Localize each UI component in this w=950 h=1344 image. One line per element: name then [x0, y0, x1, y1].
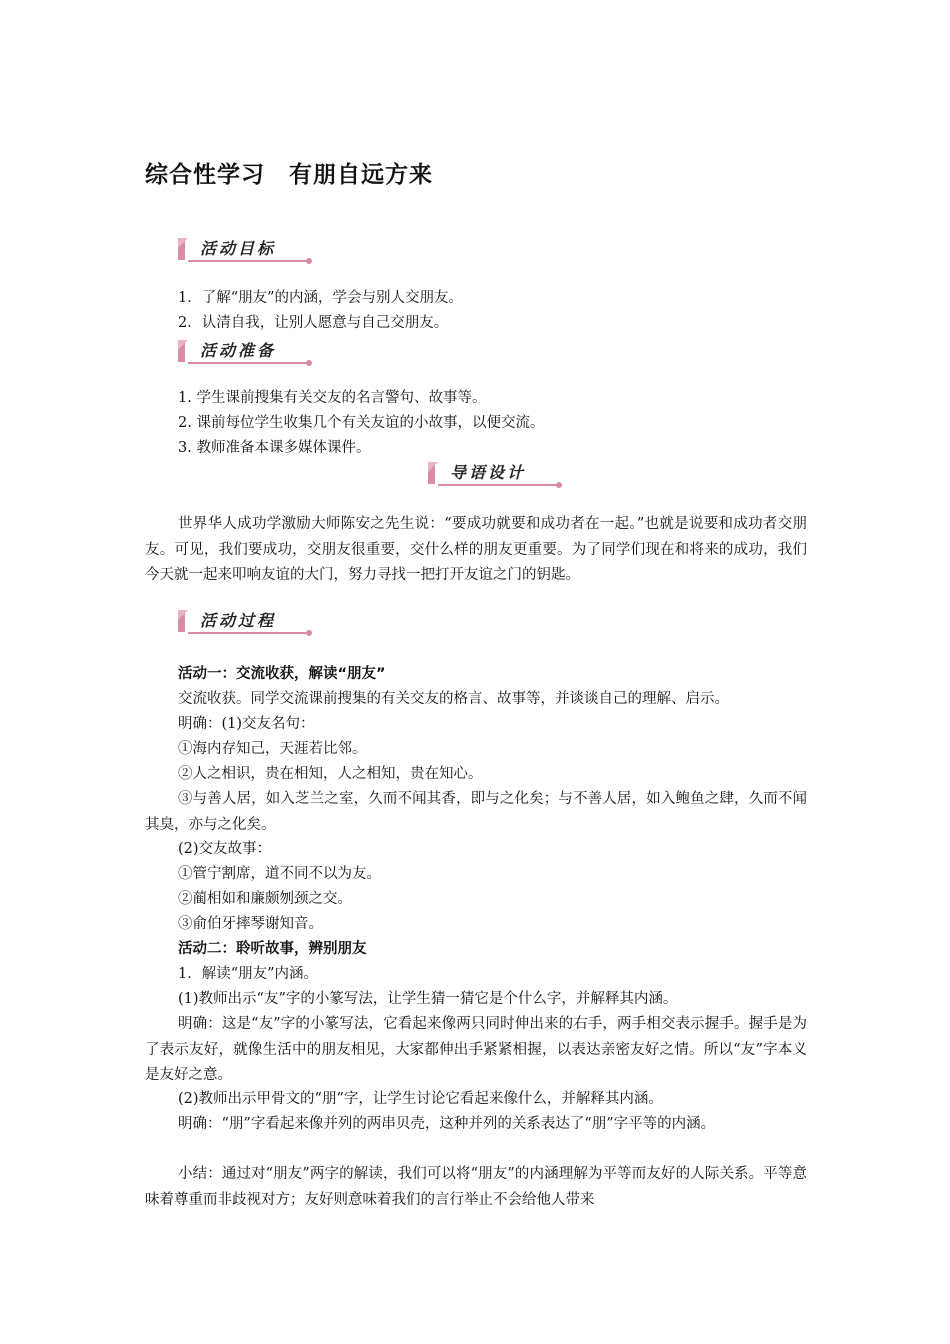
activity1-heading: 活动一：交流收获，解读“朋友” [178, 666, 386, 682]
explanation-paragraph: 明确：这是“友”字的小篆写法，它看起来像两只同时伸出来的右手，两手相交表示握手。握手是为了表示友好，就像生活中的朋友相见，大家都伸出手紧紧相握，以表达亲密友好之情。所以“友”字本义是友好之意。 [145, 1016, 807, 1083]
explanation-paragraph: 明确：“朋”字看起来像并列的两串贝壳，这种并列的关系表达了“朋”字平等的内涵。 [178, 1116, 716, 1132]
story-item: ①管宁割席，道不同不以为友。 [178, 866, 381, 882]
quote-item: ③与善人居，如入芝兰之室，久而不闻其香，即与之化矣；与不善人居，如入鲍鱼之肆，久而不闻其臭，亦与之化矣。 [145, 791, 807, 833]
quote-item: ②人之相识，贵在相知，人之相知，贵在知心。 [178, 766, 483, 782]
section-label-process: 活动过程 [200, 611, 277, 630]
stories-heading: (2)交友故事： [178, 841, 272, 857]
text-line: (1)教师出示“友”字的小篆写法，让学生猜一猜它是个什么字，并解释其内涵。 [178, 991, 678, 1007]
section-label-prep: 活动准备 [200, 341, 277, 360]
prep-item: 1. 学生课前搜集有关交友的名言警句、故事等。 [178, 390, 487, 406]
section-badge-prep [178, 336, 313, 368]
intro-paragraph: 世界华人成功学激励大师陈安之先生说：“要成功就要和成功者在一起。”也就是说要和成功者交朋友。可见，我们要成功，交朋友很重要，交什么样的朋友更重要。为了同学们现在和将来的成功，我们今天就一起来叩响友谊的大门，努力寻找一把打开友谊之门的钥匙。 [145, 516, 807, 583]
section-label-goals: 活动目标 [200, 239, 277, 258]
goal-item: 1．了解“朋友”的内涵，学会与别人交朋友。 [178, 290, 464, 306]
text-line: 交流收获。同学交流课前搜集的有关交友的格言、故事等，并谈谈自己的理解、启示。 [178, 691, 729, 707]
story-item: ③俞伯牙摔琴谢知音。 [178, 916, 323, 932]
prep-item: 2. 课前每位学生收集几个有关友谊的小故事，以便交流。 [178, 415, 545, 431]
prep-item: 3. 教师准备本课多媒体课件。 [178, 440, 371, 456]
story-item: ②蔺相如和廉颇刎颈之交。 [178, 891, 352, 907]
quote-item: ①海内存知己，天涯若比邻。 [178, 741, 367, 757]
section-badge-goals [178, 234, 313, 266]
section-label-intro: 导语设计 [450, 463, 527, 482]
goal-item: 2．认清自我，让别人愿意与自己交朋友。 [178, 315, 449, 331]
summary-paragraph: 小结：通过对“朋友”两字的解读，我们可以将“朋友”的内涵理解为平等而友好的人际关系。平等意味着尊重而非歧视对方；友好则意味着我们的言行举止不会给他人带来 [145, 1166, 807, 1208]
section-badge-intro [428, 458, 563, 490]
text-line: (2)教师出示甲骨文的“朋”字，让学生讨论它看起来像什么，并解释其内涵。 [178, 1091, 663, 1107]
text-line: 1．解读“朋友”内涵。 [178, 966, 319, 982]
page-title: 综合性学习 有朋自远方来 [145, 162, 433, 188]
activity2-heading: 活动二：聆听故事，辨别朋友 [178, 941, 367, 957]
text-line: 明确：(1)交友名句： [178, 716, 315, 732]
section-badge-process [178, 606, 313, 638]
